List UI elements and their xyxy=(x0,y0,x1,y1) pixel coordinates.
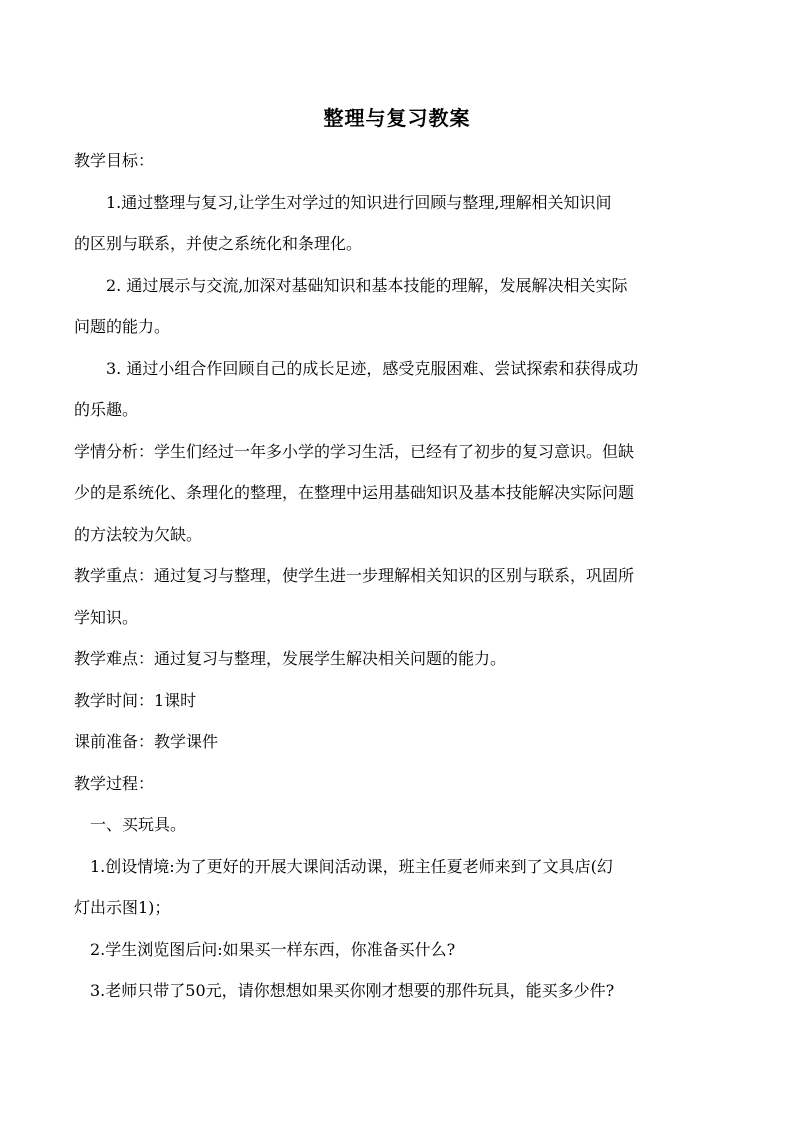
process-heading: 教学过程： xyxy=(74,774,155,793)
objective-1-line-1: 1.通过整理与复习,让学生对学过的知识进行回顾与整理,理解相关知识间 xyxy=(106,193,612,212)
step-3-line: 3.老师只带了50元，请你想想如果买你刚才想要的那件玩具，能买多少件? xyxy=(90,981,615,1000)
objective-1-line-2: 的区别与联系，并使之系统化和条理化。 xyxy=(74,234,363,253)
time-line: 教学时间：1课时 xyxy=(74,691,197,710)
step-2-line: 2.学生浏览图后问:如果买一样东西，你准备买什么? xyxy=(90,940,456,959)
objectives-heading: 教学目标： xyxy=(74,151,155,170)
key-points-line-1: 教学重点：通过复习与整理，使学生进一步理解相关知识的区别与联系，巩固所 xyxy=(74,566,635,585)
objective-2-line-1: 2. 通过展示与交流,加深对基础知识和基本技能的理解，发展解决相关实际 xyxy=(106,276,628,295)
step-1-line-2: 灯出示图1)； xyxy=(74,898,171,917)
analysis-line-3: 的方法较为欠缺。 xyxy=(74,525,203,544)
section-1-heading: 一、买玩具。 xyxy=(90,815,187,834)
analysis-line-2: 少的是系统化、条理化的整理，在整理中运用基础知识及基本技能解决实际问题 xyxy=(74,483,635,502)
preparation-line: 课前准备：教学课件 xyxy=(74,732,219,751)
objective-2-line-2: 问题的能力。 xyxy=(74,317,171,336)
objective-3-line-2: 的乐趣。 xyxy=(74,400,139,419)
step-1-line-1: 1.创设情境:为了更好的开展大课间活动课，班主任夏老师来到了文具店(幻 xyxy=(90,857,613,876)
difficulties-line: 教学难点：通过复习与整理，发展学生解决相关问题的能力。 xyxy=(74,649,507,668)
document-title: 整理与复习教案 xyxy=(323,106,471,130)
analysis-line-1: 学情分析：学生们经过一年多小学的学习生活，已经有了初步的复习意识。但缺 xyxy=(74,442,635,461)
key-points-line-2: 学知识。 xyxy=(74,608,139,627)
objective-3-line-1: 3. 通过小组合作回顾自己的成长足迹，感受克服困难、尝试探索和获得成功 xyxy=(106,359,639,378)
